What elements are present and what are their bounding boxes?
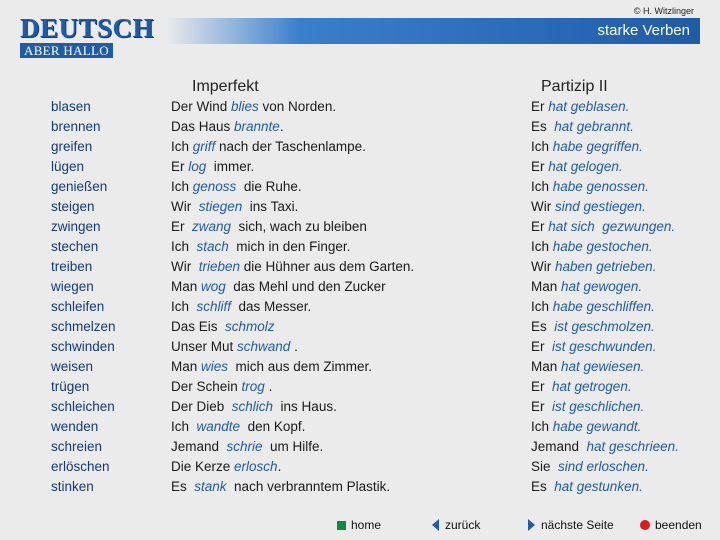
partizip-verb: habe gegriffen. — [552, 139, 643, 154]
sentence-text: Es — [171, 479, 195, 494]
imperfekt-sentence — [171, 117, 414, 137]
next-page-button[interactable] — [528, 517, 614, 533]
imperfekt-sentence — [171, 257, 414, 277]
partizip-sentence — [531, 477, 679, 497]
partizip-sentence — [531, 177, 679, 197]
partizip-sentence — [531, 157, 679, 177]
partizip-verb: habe gestochen. — [552, 239, 653, 254]
infinitive-item: schreien — [51, 439, 103, 454]
imperfekt-verb: trieben — [198, 259, 241, 274]
infinitive-item: schleichen — [51, 399, 115, 414]
partizip-verb: haben getrieben. — [555, 259, 657, 274]
imperfekt-sentence — [171, 137, 414, 157]
imperfekt-verb: wog — [201, 279, 226, 294]
imperfekt-sentence — [171, 377, 414, 397]
partizip-verb: hat sich gezwungen. — [548, 219, 676, 234]
imperfekt-verb: wandte — [196, 419, 241, 434]
partizip-verb: ist geschmolzen. — [554, 319, 655, 334]
partizip-sentence — [531, 397, 679, 417]
subject-text: Es — [531, 119, 555, 134]
imperfekt-sentence — [171, 297, 414, 317]
imperfekt-verb: wies — [201, 359, 229, 374]
partizip-verb: hat gebrannt. — [554, 119, 634, 134]
header-imperfekt: Imperfekt — [192, 78, 259, 95]
sentence-text: mich aus dem Zimmer. — [228, 359, 373, 374]
imperfekt-sentence — [171, 437, 414, 457]
sentence-text: Ich — [171, 139, 193, 154]
infinitive-item: trügen — [51, 379, 90, 394]
partizip-sentence — [531, 357, 679, 377]
header-partizip: Partizip II — [541, 78, 608, 95]
sentence-text: Ich — [171, 179, 193, 194]
imperfekt-sentence — [171, 417, 414, 437]
subject-text: Wir — [531, 259, 555, 274]
partizip-sentence — [531, 97, 679, 117]
arrow-right-icon — [528, 519, 535, 531]
sentence-text: sich, wach zu bleiben — [231, 219, 367, 234]
subject-text: Er — [531, 339, 553, 354]
imperfekt-sentence — [171, 217, 414, 237]
partizip-sentence — [531, 297, 679, 317]
imperfekt-verb: genoss — [192, 179, 237, 194]
sentence-text: um Hilfe. — [262, 439, 324, 454]
sentence-text: nach der Taschenlampe. — [215, 139, 366, 154]
partizip-verb: hat geblasen. — [548, 99, 630, 114]
imperfekt-sentence — [171, 157, 414, 177]
home-label: home — [351, 518, 382, 532]
logo-subtitle: ABER HALLO — [20, 43, 113, 58]
partizip-sentence — [531, 257, 679, 277]
imperfekt-verb: schwand — [237, 339, 291, 354]
sentence-text: . — [277, 459, 282, 474]
subject-text: Sie — [531, 459, 559, 474]
imperfekt-sentence — [171, 97, 414, 117]
sentence-text: Der Wind — [171, 99, 232, 114]
sentence-text: Die Kerze — [171, 459, 235, 474]
sentence-text: von Norden. — [258, 99, 337, 114]
infinitive-item: wiegen — [51, 279, 94, 294]
imperfekt-verb: griff — [192, 139, 216, 154]
sentence-text: Er — [171, 219, 193, 234]
partizip-verb: hat gestunken. — [554, 479, 643, 494]
infinitive-item: brennen — [51, 119, 101, 134]
imperfekt-sentence — [171, 357, 414, 377]
partizip-sentence — [531, 377, 679, 397]
infinitive-item: zwingen — [51, 219, 101, 234]
infinitive-column — [51, 97, 116, 497]
infinitive-item: stinken — [51, 479, 94, 494]
infinitive-item: wenden — [51, 419, 99, 434]
partizip-verb: sind gestiegen. — [555, 199, 646, 214]
imperfekt-verb: stiegen — [198, 199, 243, 214]
partizip-verb: sind erloschen. — [558, 459, 649, 474]
sentence-text: die Hühner aus dem Garten. — [240, 259, 415, 274]
subject-text: Ich — [531, 179, 553, 194]
partizip-column — [531, 97, 679, 497]
page-title: starke Verben — [597, 22, 690, 39]
partizip-sentence — [531, 237, 679, 257]
sentence-text: ins Haus. — [273, 399, 337, 414]
home-square-icon — [337, 521, 346, 530]
logo — [20, 14, 162, 60]
partizip-sentence — [531, 137, 679, 157]
sentence-text: die Ruhe. — [236, 179, 302, 194]
subject-text: Er — [531, 399, 553, 414]
subject-text: Jemand — [531, 439, 587, 454]
subject-text: Er — [531, 159, 549, 174]
infinitive-item: blasen — [51, 99, 91, 114]
arrow-left-icon — [432, 519, 439, 531]
partizip-verb: habe gewandt. — [552, 419, 642, 434]
imperfekt-sentence — [171, 277, 414, 297]
sentence-text: mich in den Finger. — [228, 239, 351, 254]
partizip-verb: hat gewogen. — [561, 279, 643, 294]
infinitive-item: greifen — [51, 139, 93, 154]
infinitive-item: lügen — [51, 159, 85, 174]
imperfekt-sentence — [171, 337, 414, 357]
sentence-text: Das Haus — [171, 119, 235, 134]
exit-button[interactable] — [640, 517, 702, 533]
partizip-sentence — [531, 217, 679, 237]
sentence-text: Der Schein — [171, 379, 242, 394]
sentence-text: ins Taxi. — [242, 199, 299, 214]
imperfekt-sentence — [171, 477, 414, 497]
sentence-text: Das Eis — [171, 319, 226, 334]
subject-text: Man — [531, 359, 562, 374]
imperfekt-verb: schrie — [226, 439, 263, 454]
infinitive-item: stechen — [51, 239, 99, 254]
infinitive-item: schleifen — [51, 299, 105, 314]
sentence-text: das Mehl und den Zucker — [225, 279, 386, 294]
imperfekt-verb: zwang — [192, 219, 232, 234]
sentence-text: den Kopf. — [240, 419, 306, 434]
sentence-text: Ich — [171, 419, 197, 434]
sentence-text: nach verbranntem Plastik. — [226, 479, 391, 494]
partizip-sentence — [531, 417, 679, 437]
partizip-verb: habe genossen. — [552, 179, 649, 194]
back-button[interactable] — [432, 517, 480, 533]
partizip-verb: hat geschrieen. — [586, 439, 679, 454]
sentence-text: immer. — [206, 159, 255, 174]
subject-text: Ich — [531, 299, 553, 314]
subject-text: Ich — [531, 139, 553, 154]
logo-title: DEUTSCH — [20, 13, 155, 43]
imperfekt-verb: trog — [241, 379, 265, 394]
infinitive-item: steigen — [51, 199, 95, 214]
subject-text: Er — [531, 219, 549, 234]
imperfekt-column — [171, 97, 414, 497]
subject-text: Ich — [531, 239, 553, 254]
sentence-text: Unser Mut — [171, 339, 238, 354]
infinitive-item: schwinden — [51, 339, 115, 354]
home-button[interactable] — [337, 517, 381, 533]
partizip-sentence — [531, 197, 679, 217]
sentence-text: Ich — [171, 239, 197, 254]
subject-text: Ich — [531, 419, 553, 434]
partizip-sentence — [531, 337, 679, 357]
imperfekt-verb: stach — [196, 239, 229, 254]
imperfekt-verb: log — [188, 159, 207, 174]
sentence-text: Er — [171, 159, 189, 174]
sentence-text: Jemand — [171, 439, 227, 454]
sentence-text: Wir — [171, 199, 199, 214]
next-label: nächste Seite — [541, 518, 614, 532]
partizip-verb: hat gewiesen. — [561, 359, 645, 374]
partizip-verb: habe geschliffen. — [552, 299, 655, 314]
sentence-text: Man — [171, 279, 202, 294]
sentence-text: Man — [171, 359, 202, 374]
infinitive-item: weisen — [51, 359, 94, 374]
partizip-sentence — [531, 317, 679, 337]
sentence-text: Der Dieb — [171, 399, 232, 414]
imperfekt-sentence — [171, 397, 414, 417]
imperfekt-verb: erlosch — [234, 459, 278, 474]
partizip-sentence — [531, 437, 679, 457]
partizip-sentence — [531, 117, 679, 137]
sentence-text: Ich — [171, 299, 197, 314]
sentence-text: Wir — [171, 259, 199, 274]
sentence-text: das Messer. — [231, 299, 312, 314]
imperfekt-verb: brannte — [234, 119, 280, 134]
sentence-text: . — [279, 119, 284, 134]
infinitive-item: treiben — [51, 259, 93, 274]
imperfekt-sentence — [171, 317, 414, 337]
exit-label: beenden — [655, 518, 702, 532]
infinitive-item: schmelzen — [51, 319, 116, 334]
sentence-text: . — [290, 339, 298, 354]
partizip-verb: ist geschlichen. — [552, 399, 645, 414]
partizip-verb: ist geschwunden. — [552, 339, 657, 354]
imperfekt-verb: stank — [194, 479, 227, 494]
subject-text: Er — [531, 99, 549, 114]
imperfekt-sentence — [171, 237, 414, 257]
imperfekt-verb: schliff — [196, 299, 232, 314]
sentence-text: . — [264, 379, 273, 394]
imperfekt-sentence — [171, 177, 414, 197]
imperfekt-verb: blies — [231, 99, 259, 114]
partizip-sentence — [531, 457, 679, 477]
title-banner — [166, 18, 700, 44]
partizip-verb: hat gelogen. — [548, 159, 623, 174]
imperfekt-verb: schmolz — [225, 319, 275, 334]
subject-text: Er — [531, 379, 553, 394]
imperfekt-sentence — [171, 197, 414, 217]
subject-text: Man — [531, 279, 562, 294]
partizip-sentence — [531, 277, 679, 297]
copyright-text: © H. Witzlinger — [633, 6, 694, 16]
infinitive-item: genießen — [51, 179, 108, 194]
imperfekt-verb: schlich — [231, 399, 274, 414]
subject-text: Es — [531, 319, 555, 334]
partizip-verb: hat getrogen. — [552, 379, 632, 394]
subject-text: Wir — [531, 199, 555, 214]
back-label: zurück — [445, 518, 481, 532]
subject-text: Es — [531, 479, 555, 494]
infinitive-item: erlöschen — [51, 459, 110, 474]
imperfekt-sentence — [171, 457, 414, 477]
exit-dot-icon — [640, 520, 650, 530]
